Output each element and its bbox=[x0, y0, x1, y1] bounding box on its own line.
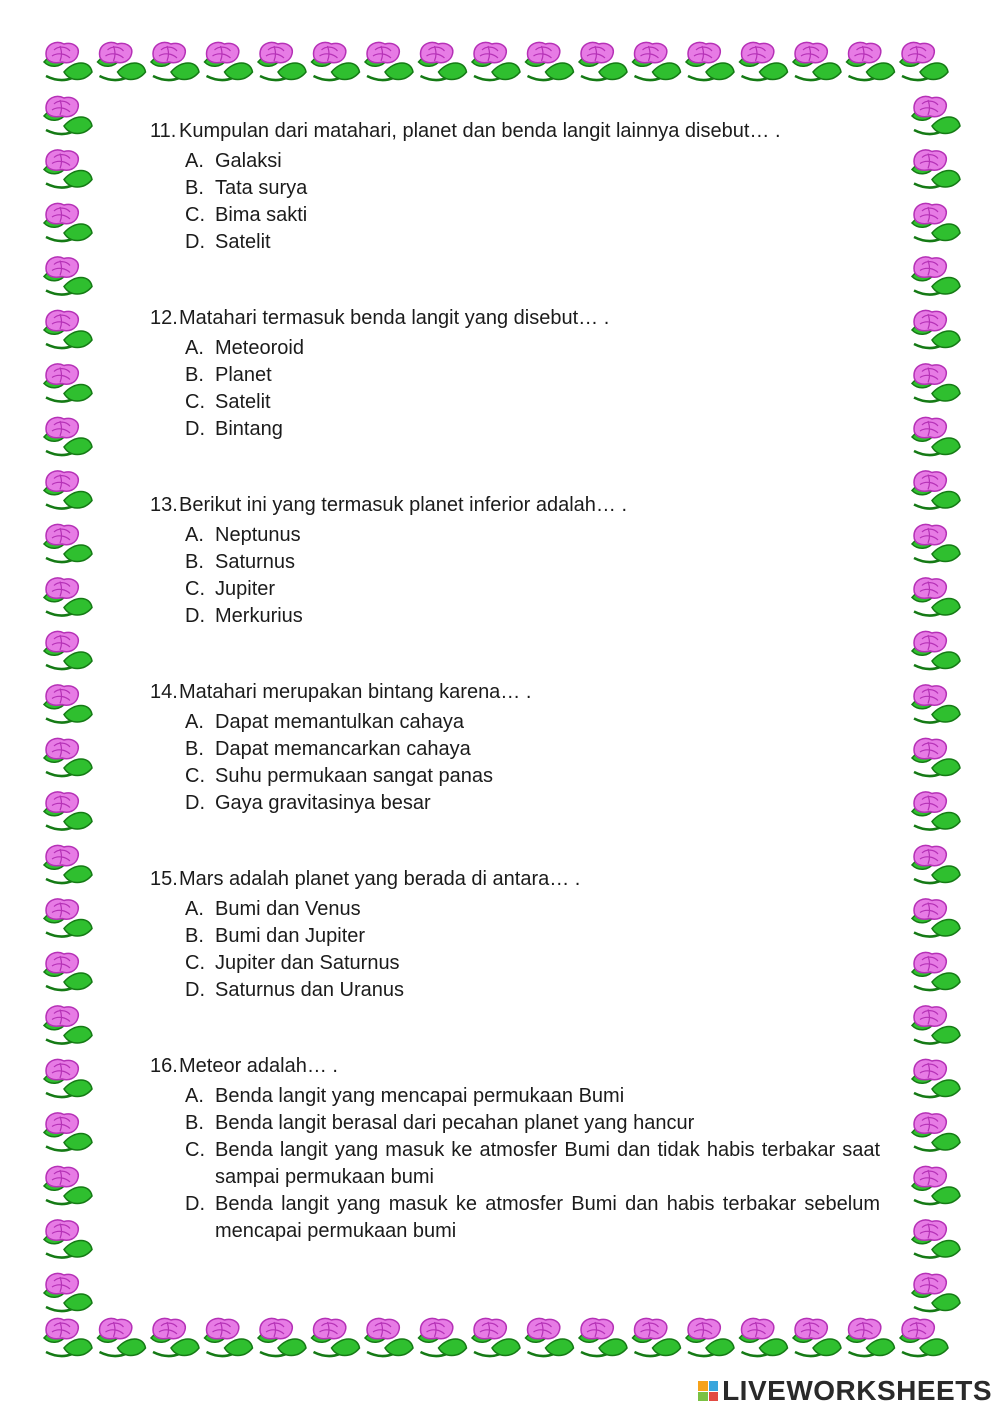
option-text: Bumi dan Jupiter bbox=[215, 925, 366, 947]
answer-option-d[interactable] bbox=[185, 229, 880, 256]
rose-icon bbox=[912, 310, 960, 348]
answer-option-b[interactable] bbox=[185, 923, 880, 950]
answer-options bbox=[185, 709, 880, 817]
liveworksheets-logo bbox=[698, 1373, 992, 1409]
rose-icon bbox=[44, 1059, 92, 1097]
option-letter: C. bbox=[185, 391, 205, 413]
rose-icon bbox=[912, 471, 960, 509]
question-text: Kumpulan dari matahari, planet dan benda langit lainnya disebut… . bbox=[179, 120, 781, 142]
rose-icon bbox=[579, 42, 627, 80]
option-text: Dapat memantulkan cahaya bbox=[215, 711, 465, 733]
option-letter: B. bbox=[185, 925, 204, 947]
rose-icon bbox=[912, 150, 960, 188]
rose-icon bbox=[44, 738, 92, 776]
option-text: Bumi dan Venus bbox=[215, 898, 361, 920]
option-text: Suhu permukaan sangat panas bbox=[215, 765, 493, 787]
answer-option-d[interactable] bbox=[185, 790, 880, 817]
option-text: Jupiter bbox=[215, 578, 276, 600]
option-letter: D. bbox=[185, 1193, 205, 1215]
question-13 bbox=[150, 492, 880, 630]
answer-option-d[interactable] bbox=[185, 416, 880, 443]
rose-icon bbox=[912, 899, 960, 937]
rose-icon bbox=[912, 1166, 960, 1204]
answer-option-a[interactable] bbox=[185, 896, 880, 923]
question-number: 11. bbox=[150, 120, 177, 142]
rose-icon bbox=[365, 42, 413, 80]
rose-icon bbox=[419, 42, 467, 80]
question-15 bbox=[150, 866, 880, 1004]
answer-option-d[interactable] bbox=[185, 977, 880, 1004]
rose-icon bbox=[526, 1318, 574, 1356]
answer-option-b[interactable] bbox=[185, 362, 880, 389]
rose-icon bbox=[900, 1318, 948, 1356]
rose-icon bbox=[44, 1318, 92, 1356]
rose-icon bbox=[98, 42, 146, 80]
liveworksheets-logo-icon bbox=[698, 1381, 718, 1401]
option-text: Benda langit yang masuk ke atmosfer Bumi dan tidak habis terbakar saat sampai permukaan bumi bbox=[215, 1139, 880, 1188]
answer-option-b[interactable] bbox=[185, 175, 880, 202]
rose-icon bbox=[740, 42, 788, 80]
question-12 bbox=[150, 305, 880, 443]
rose-icon bbox=[44, 471, 92, 509]
option-letter: C. bbox=[185, 765, 205, 787]
question-stem bbox=[150, 118, 880, 145]
rose-icon bbox=[44, 899, 92, 937]
question-text: Mars adalah planet yang berada di antara… . bbox=[179, 868, 581, 890]
rose-icon bbox=[44, 364, 92, 402]
rose-icon bbox=[205, 1318, 253, 1356]
option-text: Galaksi bbox=[215, 150, 282, 172]
answer-options bbox=[185, 335, 880, 443]
rose-icon bbox=[44, 792, 92, 830]
option-text: Meteoroid bbox=[215, 337, 304, 359]
rose-icon bbox=[205, 42, 253, 80]
rose-icon bbox=[44, 578, 92, 616]
rose-icon bbox=[419, 1318, 467, 1356]
option-text: Gaya gravitasinya besar bbox=[215, 792, 431, 814]
rose-icon bbox=[151, 1318, 199, 1356]
answer-option-a[interactable] bbox=[185, 1083, 880, 1110]
rose-icon bbox=[847, 42, 895, 80]
option-text: Satelit bbox=[215, 391, 271, 413]
question-text: Meteor adalah… . bbox=[179, 1055, 338, 1077]
option-text: Satelit bbox=[215, 231, 271, 253]
rose-icon bbox=[44, 96, 92, 134]
option-letter: D. bbox=[185, 231, 205, 253]
rose-icon bbox=[44, 685, 92, 723]
option-text: Bima sakti bbox=[215, 204, 308, 226]
answer-options bbox=[185, 896, 880, 1004]
rose-icon bbox=[912, 1059, 960, 1097]
answer-option-c[interactable] bbox=[185, 763, 880, 790]
rose-icon bbox=[633, 42, 681, 80]
question-stem bbox=[150, 305, 880, 332]
option-text: Benda langit yang masuk ke atmosfer Bumi dan habis terbakar sebelum mencapai permukaan bumi bbox=[215, 1193, 880, 1242]
option-letter: D. bbox=[185, 418, 205, 440]
question-text: Berikut ini yang termasuk planet inferior adalah… . bbox=[179, 494, 628, 516]
rose-icon bbox=[912, 524, 960, 562]
option-text: Saturnus dan Uranus bbox=[215, 979, 405, 1001]
question-number: 12. bbox=[150, 307, 178, 329]
answer-option-c[interactable] bbox=[185, 202, 880, 229]
rose-icon bbox=[44, 524, 92, 562]
option-text: Benda langit berasal dari pecahan planet yang hancur bbox=[215, 1112, 695, 1134]
question-text: Matahari merupakan bintang karena… . bbox=[179, 681, 532, 703]
answer-option-b[interactable] bbox=[185, 549, 880, 576]
rose-icon bbox=[98, 1318, 146, 1356]
rose-icon bbox=[44, 1113, 92, 1151]
answer-option-a[interactable] bbox=[185, 148, 880, 175]
rose-icon bbox=[740, 1318, 788, 1356]
answer-option-c[interactable] bbox=[185, 389, 880, 416]
rose-icon bbox=[912, 1113, 960, 1151]
answer-option-d[interactable] bbox=[185, 1191, 880, 1245]
question-stem bbox=[150, 866, 880, 893]
question-stem bbox=[150, 679, 880, 706]
answer-option-c[interactable] bbox=[185, 950, 880, 977]
rose-icon bbox=[912, 845, 960, 883]
rose-icon bbox=[579, 1318, 627, 1356]
rose-icon bbox=[912, 1220, 960, 1258]
question-number: 15. bbox=[150, 868, 178, 890]
rose-icon bbox=[526, 42, 574, 80]
answer-option-c[interactable] bbox=[185, 576, 880, 603]
rose-icon bbox=[44, 1220, 92, 1258]
option-letter: B. bbox=[185, 738, 204, 760]
rose-icon bbox=[44, 417, 92, 455]
option-text: Saturnus bbox=[215, 551, 296, 573]
option-text: Jupiter dan Saturnus bbox=[215, 952, 400, 974]
rose-icon bbox=[44, 952, 92, 990]
rose-icon bbox=[912, 952, 960, 990]
brand-name: LIVEWORKSHEETS bbox=[722, 1375, 992, 1406]
rose-icon bbox=[912, 417, 960, 455]
option-text: Bintang bbox=[215, 418, 283, 440]
rose-icon bbox=[686, 1318, 734, 1356]
question-number: 16. bbox=[150, 1055, 178, 1077]
rose-icon bbox=[44, 150, 92, 188]
option-text: Neptunus bbox=[215, 524, 301, 546]
option-letter: D. bbox=[185, 979, 205, 1001]
rose-icon bbox=[847, 1318, 895, 1356]
rose-icon bbox=[312, 1318, 360, 1356]
option-letter: A. bbox=[185, 524, 204, 546]
rose-icon bbox=[686, 42, 734, 80]
option-letter: B. bbox=[185, 177, 204, 199]
answer-option-b[interactable] bbox=[185, 1110, 880, 1137]
answer-options bbox=[185, 522, 880, 630]
option-letter: D. bbox=[185, 792, 205, 814]
question-number: 14. bbox=[150, 681, 178, 703]
answer-option-a[interactable] bbox=[185, 522, 880, 549]
option-letter: D. bbox=[185, 605, 205, 627]
rose-icon bbox=[44, 631, 92, 669]
rose-icon bbox=[44, 1166, 92, 1204]
rose-icon bbox=[151, 42, 199, 80]
rose-icon bbox=[912, 1006, 960, 1044]
rose-icon bbox=[44, 310, 92, 348]
option-text: Planet bbox=[215, 364, 272, 386]
answer-option-a[interactable] bbox=[185, 335, 880, 362]
option-letter: B. bbox=[185, 364, 204, 386]
question-text: Matahari termasuk benda langit yang disebut… . bbox=[179, 307, 610, 329]
option-text: Dapat memancarkan cahaya bbox=[215, 738, 471, 760]
question-11 bbox=[150, 118, 880, 256]
question-stem bbox=[150, 492, 880, 519]
rose-icon bbox=[900, 42, 948, 80]
rose-icon bbox=[44, 203, 92, 241]
question-stem bbox=[150, 1053, 880, 1080]
option-text: Merkurius bbox=[215, 605, 303, 627]
question-14 bbox=[150, 679, 880, 817]
rose-icon bbox=[912, 738, 960, 776]
rose-icon bbox=[912, 1273, 960, 1311]
option-letter: A. bbox=[185, 337, 204, 359]
option-text: Benda langit yang mencapai permukaan Bumi bbox=[215, 1085, 625, 1107]
rose-icon bbox=[44, 257, 92, 295]
rose-icon bbox=[793, 1318, 841, 1356]
option-letter: C. bbox=[185, 578, 205, 600]
option-letter: A. bbox=[185, 1085, 204, 1107]
option-letter: C. bbox=[185, 204, 205, 226]
answer-option-c[interactable] bbox=[185, 1137, 880, 1191]
rose-icon bbox=[44, 1006, 92, 1044]
rose-icon bbox=[258, 42, 306, 80]
rose-icon bbox=[912, 364, 960, 402]
option-letter: A. bbox=[185, 711, 204, 733]
answer-option-b[interactable] bbox=[185, 736, 880, 763]
rose-icon bbox=[312, 42, 360, 80]
option-letter: B. bbox=[185, 1112, 204, 1134]
answer-options bbox=[185, 148, 880, 256]
rose-icon bbox=[912, 203, 960, 241]
option-letter: C. bbox=[185, 1139, 205, 1161]
option-text: Tata surya bbox=[215, 177, 308, 199]
rose-icon bbox=[912, 578, 960, 616]
rose-icon bbox=[633, 1318, 681, 1356]
option-letter: A. bbox=[185, 898, 204, 920]
rose-icon bbox=[793, 42, 841, 80]
rose-icon bbox=[472, 1318, 520, 1356]
rose-icon bbox=[912, 257, 960, 295]
option-letter: A. bbox=[185, 150, 204, 172]
rose-icon bbox=[912, 96, 960, 134]
option-letter: B. bbox=[185, 551, 204, 573]
rose-icon bbox=[44, 42, 92, 80]
rose-icon bbox=[258, 1318, 306, 1356]
rose-icon bbox=[912, 792, 960, 830]
rose-icon bbox=[912, 685, 960, 723]
answer-options bbox=[185, 1083, 880, 1245]
question-16 bbox=[150, 1053, 880, 1245]
answer-option-a[interactable] bbox=[185, 709, 880, 736]
rose-icon bbox=[44, 845, 92, 883]
rose-icon bbox=[44, 1273, 92, 1311]
answer-option-d[interactable] bbox=[185, 603, 880, 630]
rose-icon bbox=[912, 631, 960, 669]
option-letter: C. bbox=[185, 952, 205, 974]
rose-icon bbox=[365, 1318, 413, 1356]
rose-icon bbox=[472, 42, 520, 80]
question-number: 13. bbox=[150, 494, 178, 516]
